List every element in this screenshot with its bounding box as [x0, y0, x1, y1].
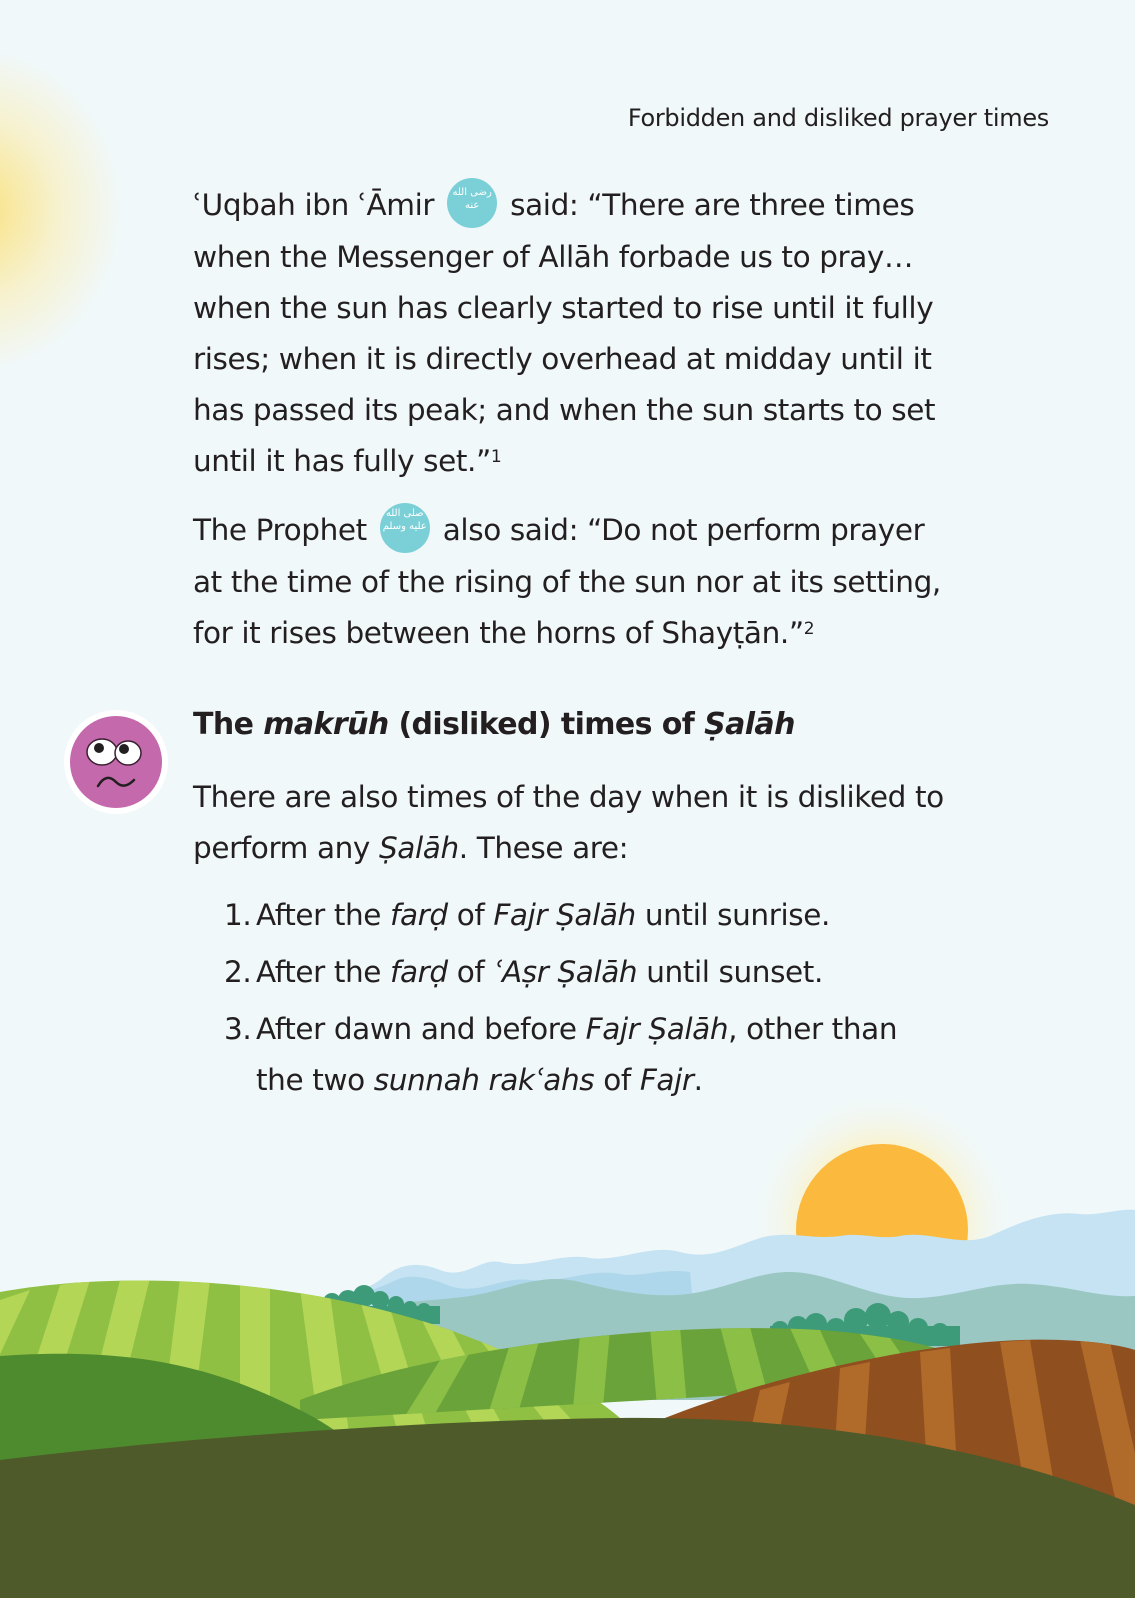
confused-face-icon	[64, 710, 168, 814]
section-heading: The makrūh (disliked) times of Ṣalāh	[193, 707, 795, 742]
running-header: Forbidden and disliked prayer times	[627, 104, 1049, 132]
hadith-uqbah-paragraph	[193, 180, 953, 487]
honorific-badge-icon: صلى الله عليه وسلم	[380, 503, 430, 553]
footnote-marker: 2	[803, 618, 815, 639]
hadith-prophet-paragraph	[193, 505, 953, 659]
honorific-badge-icon: رضی الله عنه	[447, 178, 497, 228]
narrator-name: ʿUqbah ibn ʿĀmir	[193, 188, 435, 222]
list-item: 3. After dawn and before Fajr Ṣalāh, other than the two sunnah rakʿahs of Fajr.	[224, 1012, 898, 1097]
list-item: 2. After the farḍ of ʿAṣr Ṣalāh until sunset.	[224, 955, 823, 989]
hadith-text: also said: “Do not perform prayer at the time of the rising of the sun nor at its setting, for it rises between the horns of Shayṭān.”	[193, 513, 941, 650]
disliked-times-list	[224, 890, 944, 1112]
prophet-label: The Prophet	[193, 513, 367, 547]
footnote-marker: 1	[490, 446, 502, 467]
section-intro: There are also times of the day when it is disliked to perform any Ṣalāh. These are:	[193, 780, 944, 865]
hadith-text: said: “There are three times when the Messenger of Allāh forbade us to pray… when the sun has clearly started to rise until it fully rises; when it is directly overhead at midday until it has passed its peak; and when the sun starts to set until it has fully set.”	[193, 188, 936, 478]
list-item: 1. After the farḍ of Fajr Ṣalāh until sunrise.	[224, 898, 830, 932]
